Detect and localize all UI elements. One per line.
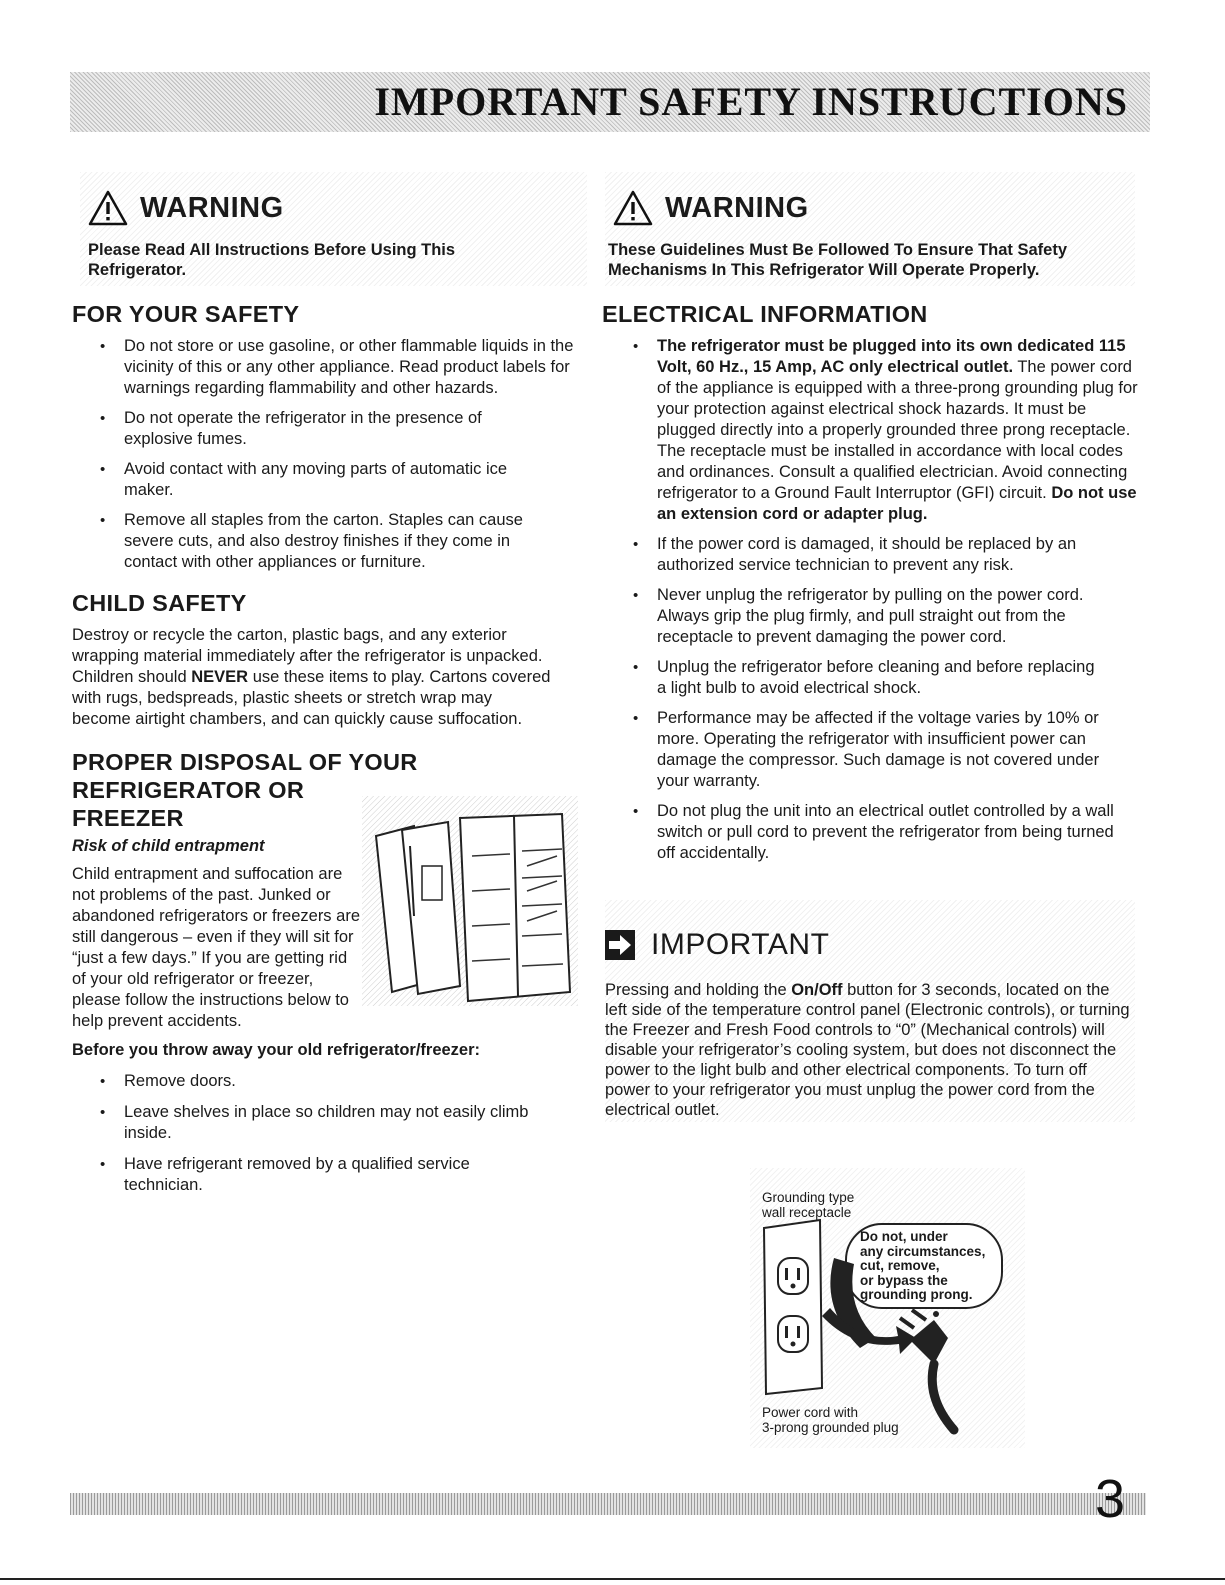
section-heading-child-safety: CHILD SAFETY xyxy=(72,590,247,616)
disposal-section xyxy=(72,748,587,1196)
list-item: • Do not store or use gasoline, or other flammable liquids in the vicinity of this or any other appliance. Read product labels for warnings regarding flammability and other hazards. xyxy=(72,336,582,399)
callout-text: Do not, under any circumstances, cut, remove, or bypass the grounding prong. xyxy=(860,1229,986,1302)
section-heading-disposal: PROPER DISPOSAL OF YOUR REFRIGERATOR OR FREEZER xyxy=(72,749,418,831)
left-column xyxy=(72,172,587,1196)
receptacle-label: Grounding type wall receptacle xyxy=(762,1190,855,1220)
list-item: • The refrigerator must be plugged into its own dedicated 115 Volt, 60 Hz., 15 Amp, AC only electrical outlet. The power cord of the appliance is equipped with a three-prong grounding plug for your protection against electrical shock hazards. It must be plugged directly into a properly grounded three prong receptacle. The receptacle must be installed in accordance with local codes and ordinances. Consult a qualified electrician. Avoid connecting refrigerator to a Ground Fault Interruptor (GFI) circuit. Do not use an extension cord or adapter plug. xyxy=(605,336,1145,525)
list-item: • Have refrigerant removed by a qualified service technician. xyxy=(72,1154,572,1196)
refrigerator-illustration xyxy=(362,796,578,1006)
disposal-list xyxy=(72,1071,572,1196)
disposal-text: Child entrapment and suffocation are not problems of the past. Junked or abandoned refrigerators or freezers are still dangerous – even if they will sit for “just a few days.” If you are getting rid of your old refrigerator or freezer, please follow the instructions below to help prevent accidents. xyxy=(72,865,360,1030)
page-bottom-rule xyxy=(0,1578,1225,1580)
list-item: • Do not operate the refrigerator in the presence of explosive fumes. xyxy=(72,408,582,450)
electrical-list xyxy=(605,336,1145,864)
list-item: • Performance may be affected if the voltage varies by 10% or more. Operating the refrigerator with insufficient power can damage the compressor. Such damage is not covered under your warranty. xyxy=(605,708,1145,792)
warning-box-left xyxy=(80,172,587,286)
important-text: Pressing and holding the On/Off button for 3 seconds, located on the left side of the temperature control panel (Electronic controls), or turning the Freezer and Fresh Food controls to “0” (Mechanical controls) will disable your refrigerator’s cooling system, but does not disconnect the power to the light bulb and other electrical components. To turn off power to your refrigerator you must unplug the power cord from the electrical outlet. xyxy=(605,981,1130,1119)
safety-list xyxy=(72,336,582,573)
section-heading-electrical: ELECTRICAL INFORMATION xyxy=(602,301,928,327)
title-banner xyxy=(70,72,1150,132)
grounded-plug-illustration xyxy=(750,1168,1025,1448)
list-item: • Remove all staples from the carton. Staples can cause severe cuts, and also destroy finishes if they come in contact with other appliances or furniture. xyxy=(72,510,582,573)
section-heading-for-your-safety: FOR YOUR SAFETY xyxy=(72,301,300,327)
page-title: IMPORTANT SAFETY INSTRUCTIONS xyxy=(374,79,1128,124)
list-item: • Unplug the refrigerator before cleaning and before replacing a light bulb to avoid electrical shock. xyxy=(605,657,1145,699)
before-throw-heading: Before you throw away your old refrigerator/freezer: xyxy=(72,1041,481,1059)
warning-label: WARNING xyxy=(140,191,284,224)
warning-box-right xyxy=(605,172,1135,286)
child-safety-text: Destroy or recycle the carton, plastic bags, and any exterior wrapping material immediately after the refrigerator is unpacked. Children should NEVER use these items to play. Cartons covered with rugs, bedspreads, plastic sheets or stretch wrap may become airtight chambers, and can quickly cause suffocation. xyxy=(72,626,551,728)
right-column xyxy=(602,172,1138,1122)
list-item: • Do not plug the unit into an electrical outlet controlled by a wall switch or pull cord to prevent the refrigerator from being turned off accidentally. xyxy=(605,801,1145,864)
warning-text: These Guidelines Must Be Followed To Ensure That Safety Mechanisms In This Refrigerator Will Operate Properly. xyxy=(608,241,1068,279)
warning-text: Please Read All Instructions Before Using This Refrigerator. xyxy=(88,241,456,279)
warning-triangle-icon xyxy=(88,190,128,226)
important-label: IMPORTANT xyxy=(651,928,830,961)
list-item: • If the power cord is damaged, it should be replaced by an authorized service technician to prevent any risk. xyxy=(605,534,1145,576)
list-item: • Never unplug the refrigerator by pulling on the power cord. Always grip the plug firmly, and pull straight out from the receptacle to prevent damaging the power cord. xyxy=(605,585,1145,648)
list-item: • Avoid contact with any moving parts of automatic ice maker. xyxy=(72,459,582,501)
risk-subheading: Risk of child entrapment xyxy=(72,837,265,855)
warning-label: WARNING xyxy=(665,191,809,224)
warning-triangle-icon xyxy=(613,190,653,226)
list-item: • Remove doors. xyxy=(72,1071,572,1092)
page-number: 3 xyxy=(1094,1469,1125,1529)
important-box xyxy=(605,900,1135,1122)
footer-bar xyxy=(70,1493,1146,1515)
list-item: • Leave shelves in place so children may not easily climb inside. xyxy=(72,1102,572,1144)
plug-label: Power cord with 3-prong grounded plug xyxy=(762,1405,899,1435)
arrow-box-icon xyxy=(605,930,635,960)
